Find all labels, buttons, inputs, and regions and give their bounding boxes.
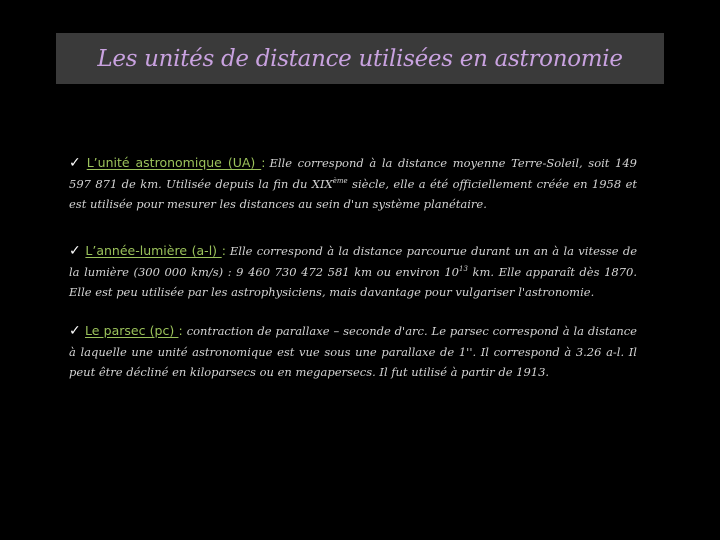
section-text: contraction de parallaxe – seconde d'arc. Le parsec correspond à la distance à laquelle une unité astronomique est vue sous une parallaxe de 1''. Il correspond à 3.26 a-l. Il peut être décliné en kiloparsecs ou en megapersecs. Il fut utilisé à partir de 1913. [69,324,637,379]
term-separator: : [261,155,266,170]
section-text: Elle correspond à la distance moyenne Terre-Soleil, soit 149 597 871 de km. Utilisée depuis la fin du XIX [69,156,638,191]
slide-title: Les unités de distance utilisées en astronomie [97,45,623,72]
checkmark-icon: ✓ [69,155,83,171]
section-light-year [69,241,637,303]
checkmark-icon: ✓ [69,323,81,339]
section-text-continued: km. Elle apparaît dès 1870. Elle est peu utilisée par les astrophysiciens, mais davantage pour vulgariser l'astronomie. [69,264,637,299]
section-parsec [69,321,637,383]
section-text: Elle correspond à la distance parcourue durant un an à la vitesse de la lumière (300 000 km/s) : 9 460 730 472 581 km ou environ 10 [69,244,637,279]
term-astronomical-unit: L’unité astronomique (UA) [86,155,262,170]
title-bar [56,33,664,84]
term-separator: : [178,323,183,338]
superscript: 13 [459,264,468,273]
section-astronomical-unit [69,153,637,215]
superscript: ème [332,176,348,185]
term-light-year: L’année-lumière (a-l) [85,243,222,258]
checkmark-icon: ✓ [69,243,82,259]
section-text-continued: siècle, elle a été officiellement créée en 1958 et est utilisée pour mesurer les distances au sein d'un système planétaire. [69,176,637,211]
term-parsec: Le parsec (pc) [84,323,179,338]
term-separator: : [221,243,226,258]
